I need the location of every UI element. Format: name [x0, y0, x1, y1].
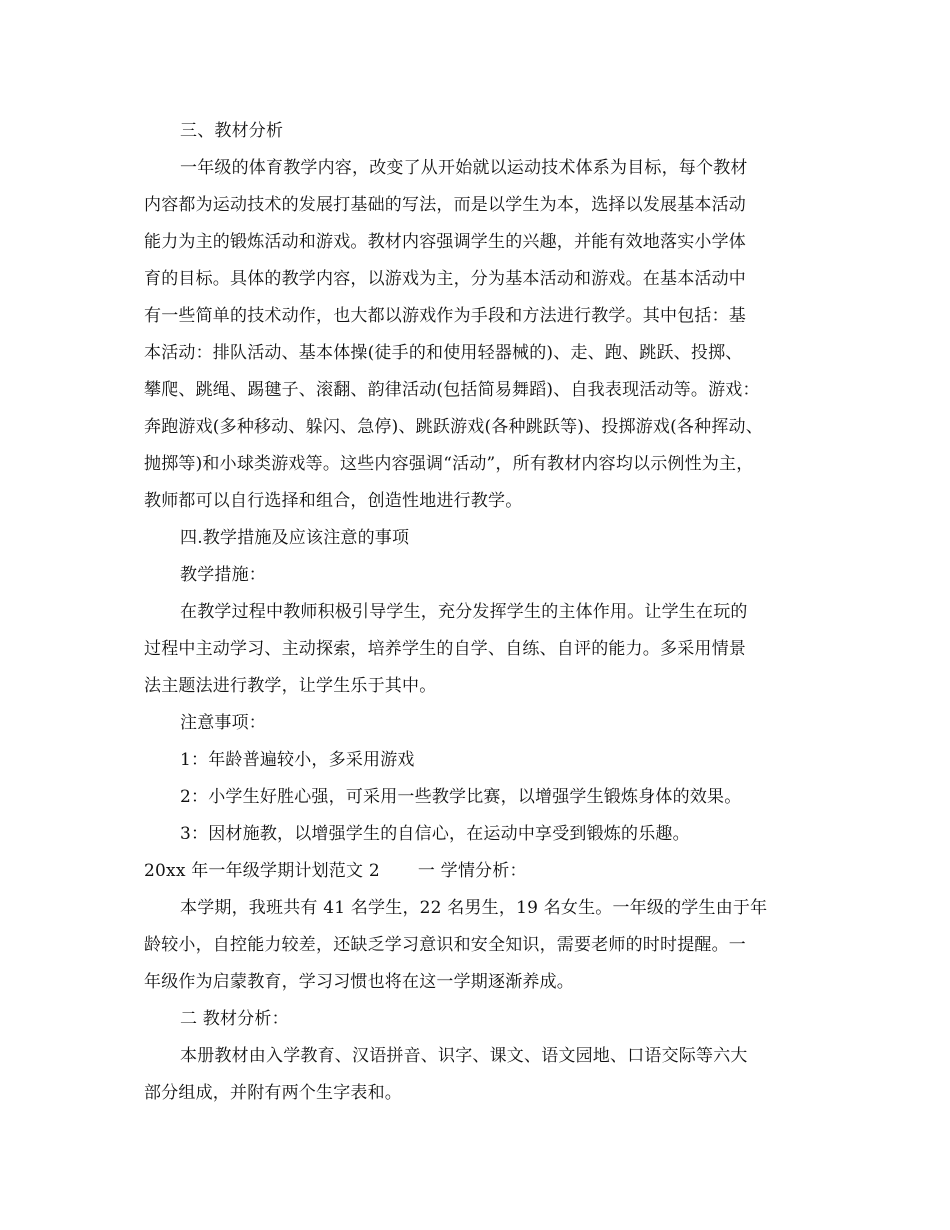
notes-label: 注意事项： [180, 713, 266, 733]
paragraph-line: 年级作为启蒙教育，学习习惯也将在这一学期逐渐养成。 [144, 972, 574, 992]
section-heading-materials-analysis: 三、教材分析 [180, 121, 284, 141]
paragraph-line: 育的目标。具体的教学内容，以游戏为主，分为基本活动和游戏。在基本活动中 [144, 269, 746, 289]
note-item: 2：小学生好胜心强，可采用一些教学比赛，以增强学生锻炼身体的效果。 [180, 787, 742, 807]
paragraph-line: 在教学过程中教师积极引导学生，充分发挥学生的主体作用。让学生在玩的 [180, 602, 748, 622]
paragraph-line: 过程中主动学习、主动探索，培养学生的自学、自练、自评的能力。多采用情景 [144, 639, 746, 659]
paragraph-line: 本册教材由入学教育、汉语拼音、识字、课文、语文园地、口语交际等六大 [180, 1046, 748, 1066]
paragraph-line: 攀爬、跳绳、踢毽子、滚翻、韵律活动(包括简易舞蹈)、自我表现活动等。游戏： [144, 380, 760, 400]
section-heading-textbook-analysis: 二 教材分析： [180, 1009, 289, 1029]
paragraph-line: 奔跑游戏(多种移动、躲闪、急停)、跳跃游戏(各种跳跃等)、投掷游戏(各种挥动、 [144, 417, 763, 437]
essay-subheading: 一 学情分析： [417, 861, 527, 881]
essay-title: 20xx 年一年级学期计划范文 2 [144, 861, 380, 881]
paragraph-line: 部分组成，并附有两个生字表和。 [144, 1083, 402, 1103]
paragraph-line: 一年级的体育教学内容，改变了从开始就以运动技术体系为目标，每个教材 [180, 158, 748, 178]
note-item: 1：年龄普遍较小，多采用游戏 [180, 750, 415, 770]
paragraph-line: 本活动：排队活动、基本体操(徒手的和使用轻器械的)、走、跑、跳跃、投掷、 [144, 343, 743, 363]
paragraph-line: 教师都可以自行选择和组合，创造性地进行教学。 [144, 491, 523, 511]
paragraph-line: 内容都为运动技术的发展打基础的写法，而是以学生为本，选择以发展基本活动 [144, 195, 746, 215]
paragraph-line: 抛掷等)和小球类游戏等。这些内容强调“活动”，所有教材内容均以示例性为主， [144, 454, 754, 474]
paragraph-line: 龄较小，自控能力较差，还缺乏学习意识和安全知识，需要老师的时时提醒。一 [144, 935, 746, 955]
section-heading-teaching-measures: 四.教学措施及应该注意的事项 [180, 528, 410, 548]
paragraph-line: 本学期，我班共有 41 名学生，22 名男生，19 名女生。一年级的学生由于年 [180, 898, 768, 918]
essay-title-line [144, 860, 527, 882]
measures-label: 教学措施： [180, 565, 266, 585]
paragraph-line: 能力为主的锻炼活动和游戏。教材内容强调学生的兴趣，并能有效地落实小学体 [144, 232, 746, 252]
paragraph-line: 有一些简单的技术动作，也大都以游戏作为手段和方法进行教学。其中包括：基 [144, 306, 746, 326]
paragraph-line: 法主题法进行教学，让学生乐于其中。 [144, 676, 437, 696]
note-item: 3：因材施教，以增强学生的自信心，在运动中享受到锻炼的乐趣。 [180, 824, 690, 844]
